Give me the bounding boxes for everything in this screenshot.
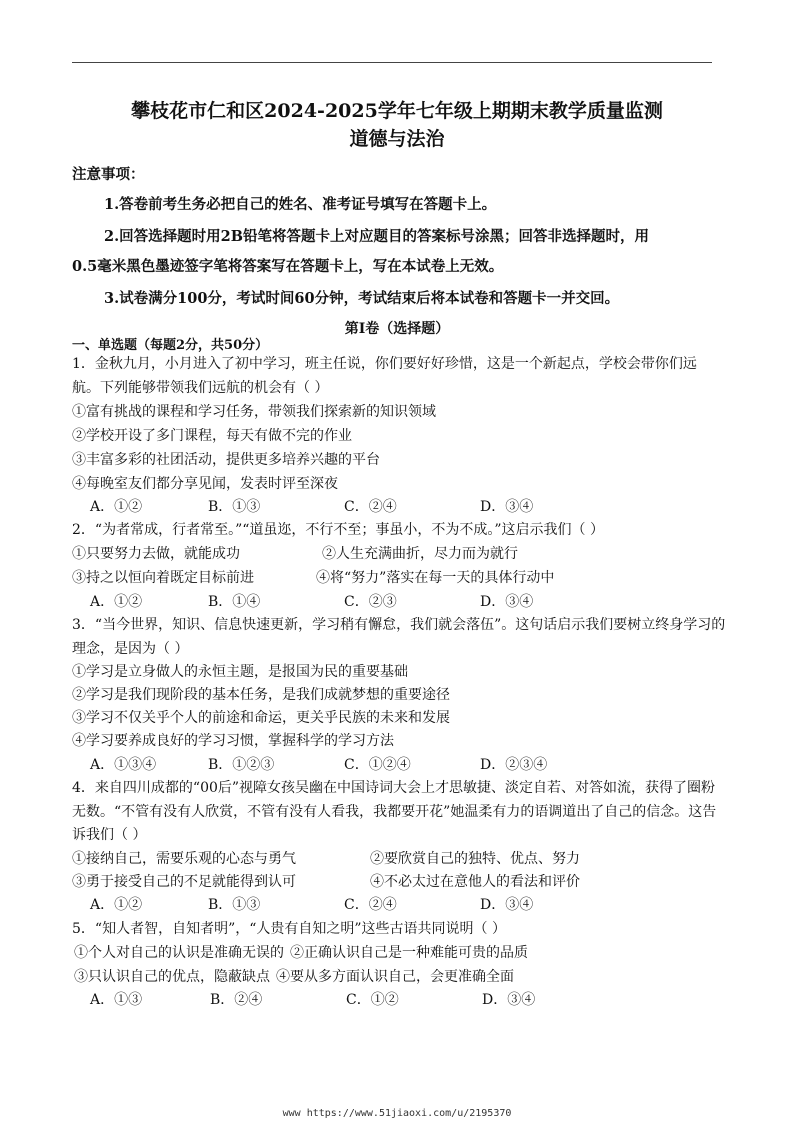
question-3-option-c: C．①②④ bbox=[344, 757, 411, 773]
question-2-item: ①只要努力去做，就能成功 bbox=[72, 546, 240, 562]
notice-item-2-cont: 0.5毫米黑色墨迹签字笔将答案写在答题卡上，写在本试卷上无效。 bbox=[72, 258, 504, 275]
question-1-option-d: D．③④ bbox=[480, 499, 534, 515]
question-5-item: ④要从多方面认识自己，会更准确全面 bbox=[276, 969, 514, 985]
notice-heading: 注意事项： bbox=[72, 166, 145, 183]
notice-item-1: 1.答卷前考生务必把自己的姓名、准考证号填写在答题卡上。 bbox=[104, 196, 497, 213]
question-3-option-b: B．①②③ bbox=[208, 757, 275, 773]
question-4-option-d: D．③④ bbox=[480, 897, 534, 913]
question-1-stem-cont: 航。下列能够带领我们远航的机会有（ ） bbox=[72, 380, 329, 396]
question-5-item: ①个人对自己的认识是准确无误的 bbox=[74, 945, 284, 961]
question-2-option-a: A．①② bbox=[90, 594, 143, 610]
question-4-option-a: A．①② bbox=[90, 897, 143, 913]
question-2-stem: 2．“为者常成，行者常至。”“道虽迩，不行不至；事虽小，不为不成。”这启示我们（ ） bbox=[72, 522, 604, 538]
question-3-stem: 3．“当今世界，知识、信息快速更新，学习稍有懈怠，我们就会落伍”。这句话启示我们要树立终身学习的 bbox=[72, 617, 726, 633]
question-3-item: ②学习是我们现阶段的基本任务，是我们成就梦想的重要途径 bbox=[72, 687, 450, 703]
question-3-item: ④学习要养成良好的学习习惯，掌握科学的学习方法 bbox=[72, 733, 394, 749]
question-4-option-c: C．②④ bbox=[344, 897, 397, 913]
section-title: 一、单选题（每题2分，共50分） bbox=[72, 338, 269, 353]
question-4-item: ③勇于接受自己的不足就能得到认可 bbox=[72, 874, 296, 890]
question-5-stem: 5．“知人者智，自知者明”，“人贵有自知之明”这些古语共同说明（ ） bbox=[72, 921, 506, 937]
question-4-item: ④不必太过在意他人的看法和评价 bbox=[370, 874, 580, 890]
notice-item-2: 2.回答选择题时用2B铅笔将答题卡上对应题目的答案标号涂黑；回答非选择题时，用 bbox=[104, 228, 649, 245]
question-3-option-a: A．①③④ bbox=[90, 757, 157, 773]
exam-title: 攀枝花市仁和区2024-2025学年七年级上期期末教学质量监测 bbox=[131, 100, 663, 122]
question-1-item: ②学校开设了多门课程，每天有做不完的作业 bbox=[72, 428, 352, 444]
question-1-item: ④每晚室友们都分享见闻，发表时评至深夜 bbox=[72, 476, 338, 492]
part-title: 第I卷（选择题） bbox=[344, 321, 450, 337]
footer-url[interactable]: www https://www.51jiaoxi.com/u/2195370 bbox=[282, 1108, 512, 1119]
question-1-item: ③丰富多彩的社团活动，提供更多培养兴趣的平台 bbox=[72, 452, 380, 468]
notice-item-3: 3.试卷满分100分，考试时间60分钟，考试结束后将本试卷和答题卡一并交回。 bbox=[104, 290, 620, 307]
question-1-item: ①富有挑战的课程和学习任务，带领我们探索新的知识领域 bbox=[72, 404, 436, 420]
question-3-item: ③学习不仅关乎个人的前途和命运，更关乎民族的未来和发展 bbox=[72, 710, 450, 726]
question-5-option-c: C．①② bbox=[346, 992, 399, 1008]
question-3-item: ①学习是立身做人的永恒主题，是报国为民的重要基础 bbox=[72, 664, 408, 680]
question-4-item: ②要欣赏自己的独特、优点、努力 bbox=[370, 851, 580, 867]
question-1-option-c: C．②④ bbox=[344, 499, 397, 515]
question-1-stem: 1．金秋九月，小月进入了初中学习，班主任说，你们要好好珍惜，这是一个新起点，学校会带你们远 bbox=[72, 356, 697, 372]
question-4-option-b: B．①③ bbox=[208, 897, 261, 913]
question-4-stem-cont: 诉我们（ ） bbox=[72, 827, 147, 843]
question-2-option-b: B．①④ bbox=[208, 594, 261, 610]
question-2-item: ②人生充满曲折，尽力而为就行 bbox=[322, 546, 518, 562]
question-5-option-d: D．③④ bbox=[482, 992, 536, 1008]
question-1-option-a: A．①② bbox=[90, 499, 143, 515]
question-5-option-b: B．②④ bbox=[210, 992, 263, 1008]
question-1-option-b: B．①③ bbox=[208, 499, 261, 515]
question-4-stem-cont: 无数。“不管有没有人欣赏，不管有没有人看我，我都要开花”她温柔有力的语调道出了自己的信念。这告 bbox=[72, 804, 717, 820]
question-5-option-a: A．①③ bbox=[90, 992, 143, 1008]
question-3-stem-cont: 理念，是因为（ ） bbox=[72, 641, 189, 657]
question-2-item: ③持之以恒向着既定目标前进 bbox=[72, 570, 254, 586]
question-4-item: ①接纳自己，需要乐观的心态与勇气 bbox=[72, 851, 296, 867]
question-2-option-d: D．③④ bbox=[480, 594, 534, 610]
question-5-item: ②正确认识自己是一种难能可贵的品质 bbox=[290, 945, 528, 961]
question-5-item: ③只认识自己的优点，隐蔽缺点 bbox=[74, 969, 270, 985]
question-2-item: ④将“努力”落实在每一天的具体行动中 bbox=[316, 570, 555, 586]
question-2-option-c: C．②③ bbox=[344, 594, 397, 610]
question-4-stem: 4．来自四川成都的“00后”视障女孩吴幽在中国诗词大会上才思敏捷、淡定自若、对答如流，获得了圈粉 bbox=[72, 780, 716, 796]
exam-subject: 道德与法治 bbox=[349, 128, 445, 150]
top-rule bbox=[72, 62, 712, 63]
question-3-option-d: D．②③④ bbox=[480, 757, 548, 773]
